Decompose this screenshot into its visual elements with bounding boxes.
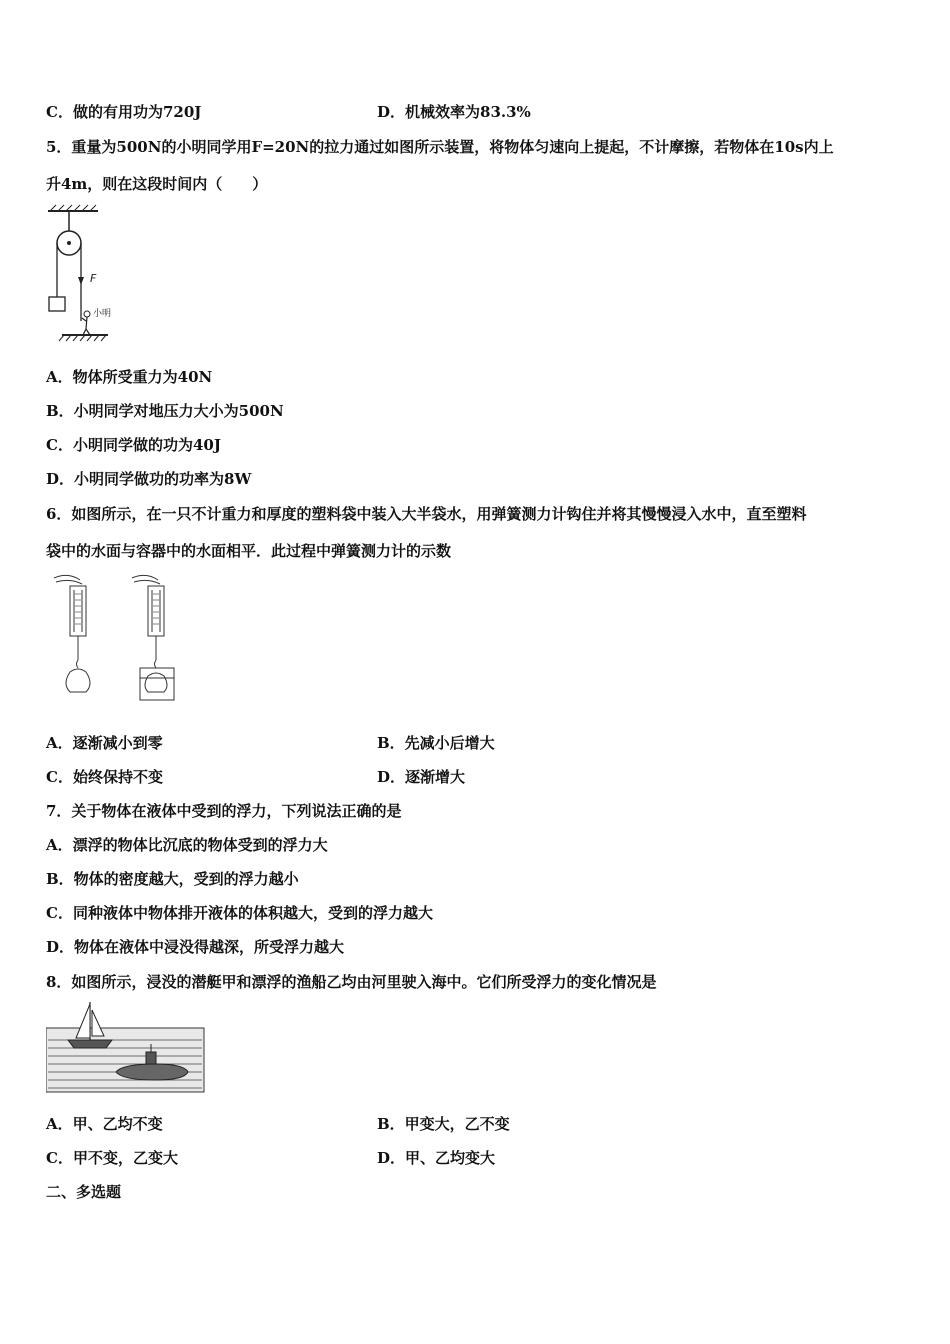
q6-stem-line1: 6．如图所示，在一只不计重力和厚度的塑料袋中装入大半袋水，用弹簧测力计钩住并将其慢慢浸入水中，直至塑料 bbox=[46, 505, 807, 523]
pulley-figure bbox=[40, 203, 130, 345]
q7-option-c: C．同种液体中物体排开液体的体积越大，受到的浮力越大 bbox=[46, 904, 433, 922]
q8-option-a: A．甲、乙均不变 bbox=[46, 1115, 163, 1133]
q7-stem: 7．关于物体在液体中受到的浮力，下列说法正确的是 bbox=[46, 802, 402, 820]
q5-stem-line2: 升4m，则在这段时间内（ ） bbox=[46, 175, 268, 193]
q5-stem-line1: 5．重量为500N的小明同学用F=20N的拉力通过如图所示装置，将物体匀速向上提起，不计摩擦，若物体在10s内上 bbox=[46, 138, 834, 156]
boat-submarine-figure bbox=[46, 1000, 206, 1094]
q6-option-c: C．始终保持不变 bbox=[46, 768, 163, 786]
force-label: F bbox=[90, 272, 97, 285]
q6-option-a: A．逐渐减小到零 bbox=[46, 734, 163, 752]
q7-option-b: B．物体的密度越大，受到的浮力越小 bbox=[46, 870, 299, 888]
q8-option-b: B．甲变大，乙不变 bbox=[377, 1115, 510, 1133]
q4-option-c: C．做的有用功为720J bbox=[46, 103, 202, 121]
q6-option-d: D．逐渐增大 bbox=[377, 768, 466, 786]
q8-option-c: C．甲不变，乙变大 bbox=[46, 1149, 178, 1167]
q5-option-a: A．物体所受重力为40N bbox=[46, 368, 213, 386]
spring-scale-figure bbox=[48, 572, 198, 707]
q8-option-d: D．甲、乙均变大 bbox=[377, 1149, 496, 1167]
q6-stem-line2: 袋中的水面与容器中的水面相平．此过程中弹簧测力计的示数 bbox=[46, 542, 452, 560]
q7-option-d: D．物体在液体中浸没得越深，所受浮力越大 bbox=[46, 938, 345, 956]
q8-stem: 8．如图所示，浸没的潜艇甲和漂浮的渔船乙均由河里驶入海中。它们所受浮力的变化情况是 bbox=[46, 973, 657, 991]
q5-option-c: C．小明同学做的功为40J bbox=[46, 436, 221, 454]
q6-option-b: B．先减小后增大 bbox=[377, 734, 495, 752]
q4-option-d: D．机械效率为83.3% bbox=[377, 103, 531, 121]
person-label: 小明 bbox=[93, 309, 112, 319]
q7-option-a: A．漂浮的物体比沉底的物体受到的浮力大 bbox=[46, 836, 328, 854]
q5-option-d: D．小明同学做功的功率为8W bbox=[46, 470, 252, 488]
q5-option-b: B．小明同学对地压力大小为500N bbox=[46, 402, 284, 420]
section-title: 二、多选题 bbox=[46, 1183, 122, 1201]
